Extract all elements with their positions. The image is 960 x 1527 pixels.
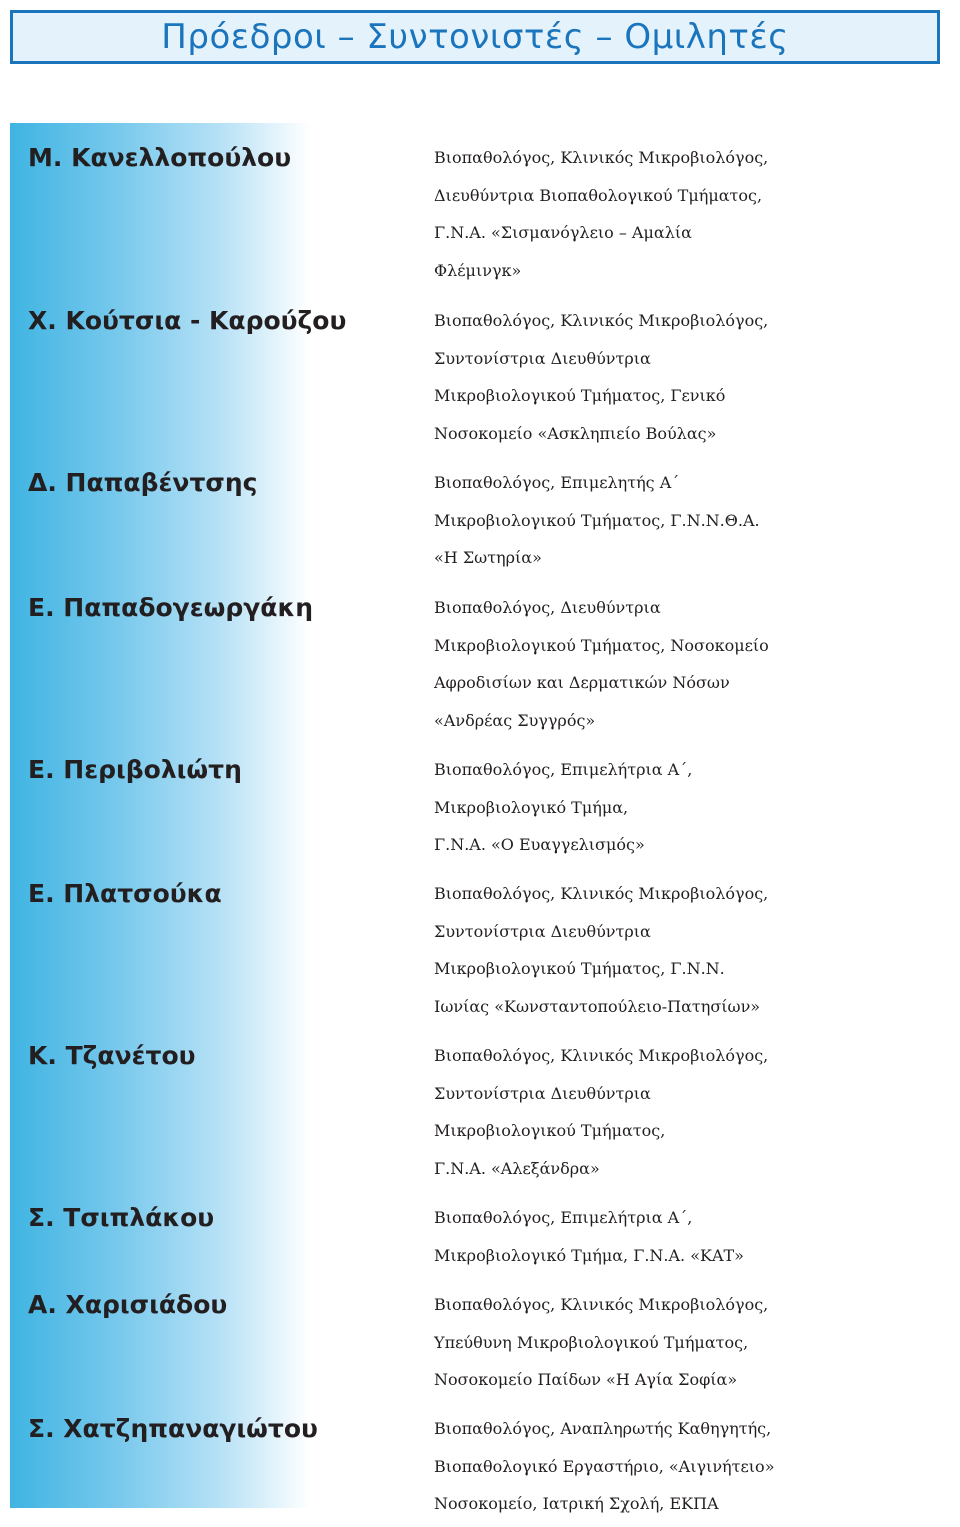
affiliation-line: Μικροβιολογικού Τμήματος, Γ.Ν.Ν.	[434, 959, 725, 978]
affiliation-line: Συντονίστρια Διευθύντρια	[434, 921, 651, 941]
affiliation-line: Διευθύντρια Βιοπαθολογικού Τμήματος,	[434, 185, 763, 205]
speaker-name: Κ. Τζανέτου	[28, 1041, 196, 1070]
speaker-affiliation	[434, 1286, 960, 1399]
page-title-banner	[10, 10, 940, 64]
speaker-affiliation	[434, 1410, 960, 1523]
speaker-affiliation	[434, 464, 960, 577]
affiliation-line: Νοσοκομείο «Ασκληπιείο Βούλας»	[434, 423, 717, 443]
affiliation-line: Βιοπαθολόγος, Επιμελήτρια Α΄,	[434, 1208, 693, 1227]
speaker-affiliation	[434, 1037, 960, 1187]
affiliation-line: Νοσοκομείο Παίδων «Η Αγία Σοφία»	[434, 1370, 738, 1389]
affiliation-line: Βιοπαθολόγος, Διευθύντρια	[434, 598, 661, 617]
speaker-affiliation	[434, 875, 960, 1025]
page-title: Πρόεδροι – Συντονιστές – Ομιλητές	[161, 17, 789, 57]
affiliation-line: Βιοπαθολόγος, Κλινικός Μικροβιολόγος,	[434, 884, 769, 903]
speaker-name: Ε. Πλατσούκα	[28, 879, 222, 908]
affiliation-line: Μικροβιολογικό Τμήμα,	[434, 797, 629, 817]
affiliation-line: Γ.Ν.Α. «Αλεξάνδρα»	[434, 1158, 600, 1178]
affiliation-line: Αφροδισίων και Δερματικών Νόσων	[434, 673, 730, 692]
speaker-affiliation	[434, 139, 960, 289]
affiliation-line: Ιωνίας «Κωνσταντοπούλειο-Πατησίων»	[434, 996, 761, 1016]
speaker-affiliation	[434, 589, 960, 739]
affiliation-line: «Η Σωτηρία»	[434, 548, 542, 567]
speaker-name: Α. Χαρισιάδου	[28, 1290, 228, 1319]
speaker-name: Ε. Περιβολιώτη	[28, 755, 242, 784]
speaker-name: Ε. Παπαδογεωργάκη	[28, 593, 314, 622]
speaker-affiliation	[434, 1199, 960, 1274]
affiliation-line: Βιοπαθολογικό Εργαστήριο, «Αιγινήτειο»	[434, 1456, 775, 1476]
affiliation-line: Μικροβιολογικού Τμήματος, Γ.Ν.Ν.Θ.Α.	[434, 510, 760, 530]
affiliation-line: Μικροβιολογικού Τμήματος, Γενικό	[434, 386, 726, 405]
affiliation-line: Νοσοκομείο, Ιατρική Σχολή, ΕΚΠΑ	[434, 1494, 719, 1513]
affiliation-line: Γ.Ν.Α. «Σισμανόγλειο – Αμαλία	[434, 223, 692, 242]
speaker-affiliation	[434, 751, 960, 864]
affiliation-line: Βιοπαθολόγος, Επιμελητής Α΄	[434, 473, 680, 492]
affiliation-line: Βιοπαθολόγος, Κλινικός Μικροβιολόγος,	[434, 1046, 769, 1065]
affiliation-line: Βιοπαθολόγος, Επιμελήτρια Α΄,	[434, 760, 693, 779]
speaker-name: Σ. Χατζηπαναγιώτου	[28, 1414, 318, 1443]
speaker-name: Σ. Τσιπλάκου	[28, 1203, 215, 1232]
affiliation-line: Βιοπαθολόγος, Κλινικός Μικροβιολόγος,	[434, 148, 769, 167]
affiliation-line: Βιοπαθολόγος, Αναπληρωτής Καθηγητής,	[434, 1419, 772, 1438]
affiliation-line: Φλέμινγκ»	[434, 260, 522, 280]
affiliation-line: Βιοπαθολόγος, Κλινικός Μικροβιολόγος,	[434, 311, 769, 330]
affiliation-line: Μικροβιολογικού Τμήματος,	[434, 1121, 666, 1140]
affiliation-line: Συντονίστρια Διευθύντρια	[434, 348, 651, 368]
speaker-name: Μ. Κανελλοπούλου	[28, 143, 292, 172]
affiliation-line: Μικροβιολογικό Τμήμα, Γ.Ν.Α. «ΚΑΤ»	[434, 1245, 744, 1265]
affiliation-line: Γ.Ν.Α. «Ο Ευαγγελισμός»	[434, 835, 645, 854]
affiliation-line: Βιοπαθολόγος, Κλινικός Μικροβιολόγος,	[434, 1295, 769, 1314]
speaker-affiliation	[434, 302, 960, 452]
affiliation-line: Υπεύθυνη Μικροβιολογικού Τμήματος,	[434, 1332, 749, 1352]
affiliation-line: «Ανδρέας Συγγρός»	[434, 710, 596, 730]
speaker-name: Χ. Κούτσια - Καρούζου	[28, 306, 347, 335]
affiliation-line: Μικροβιολογικού Τμήματος, Νοσοκομείο	[434, 635, 769, 655]
speaker-name: Δ. Παπαβέντσης	[28, 468, 258, 497]
affiliation-line: Συντονίστρια Διευθύντρια	[434, 1083, 651, 1103]
